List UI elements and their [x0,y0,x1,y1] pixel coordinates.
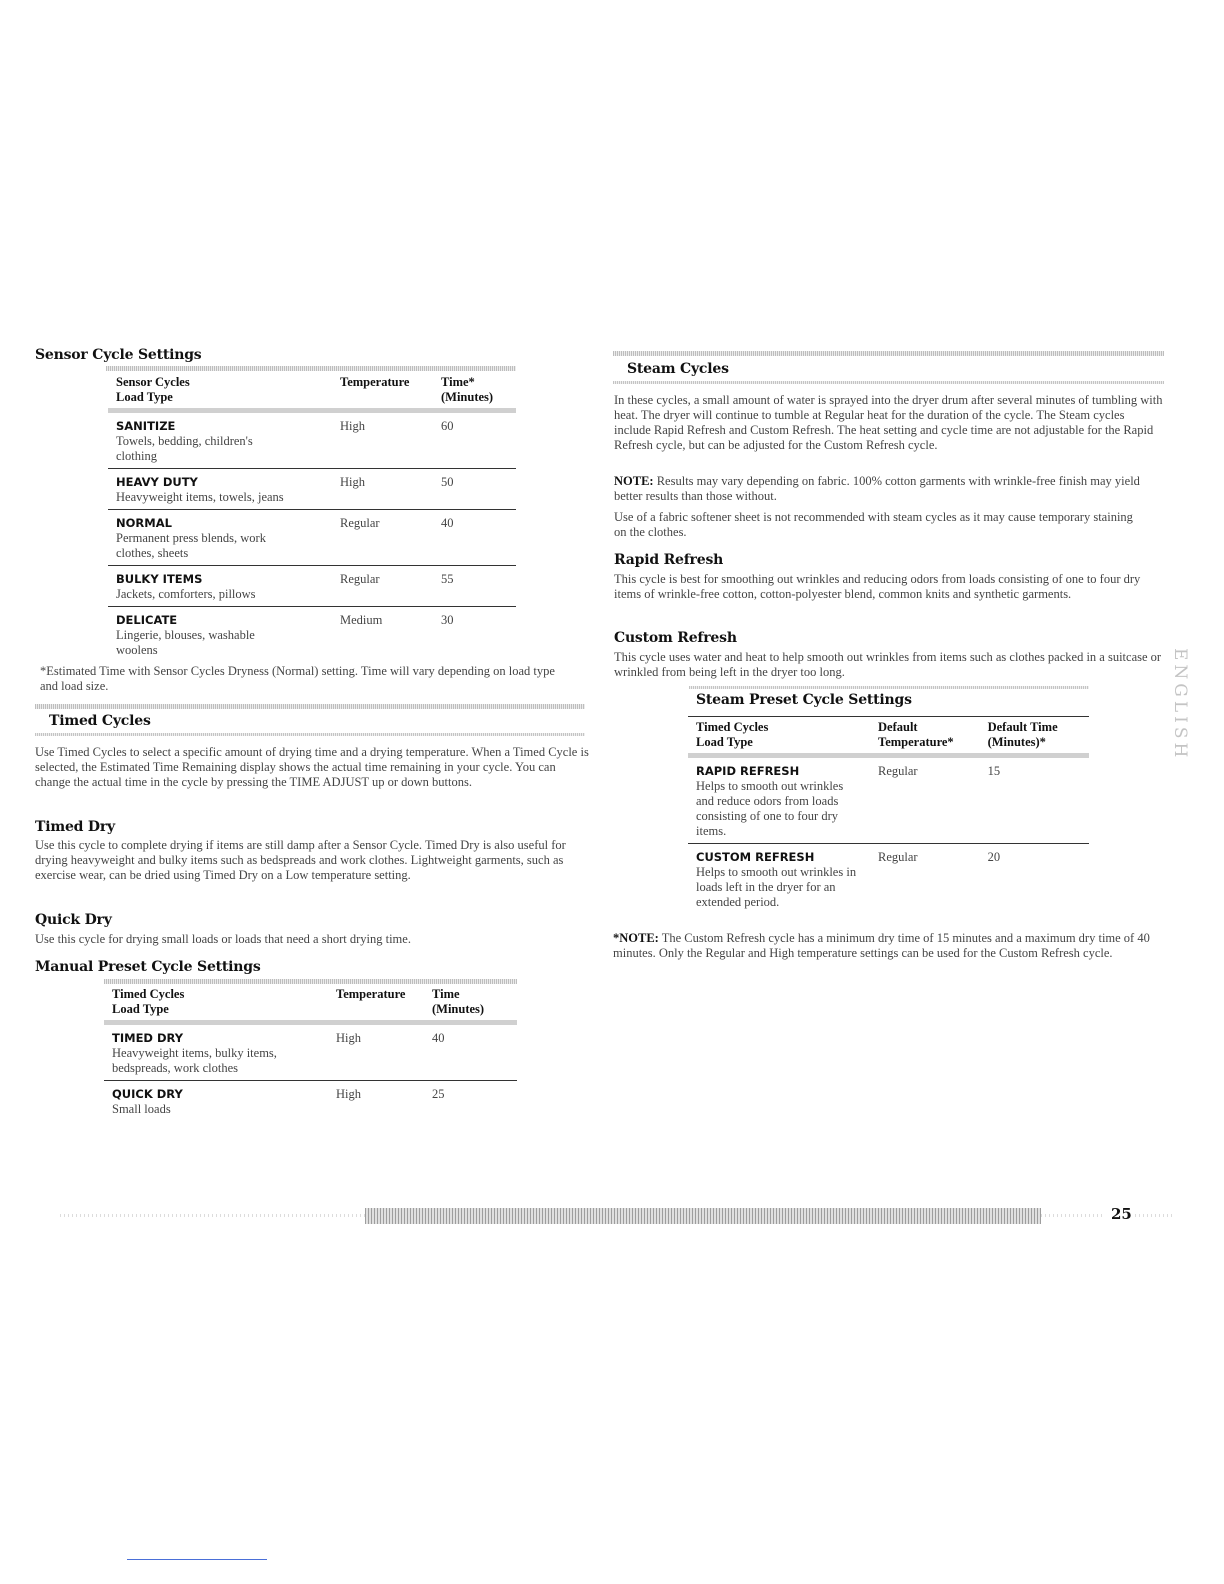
column-header-cycle: Timed Cycles Load Type [696,720,769,749]
table-row [688,844,1089,915]
table-row [688,756,1089,844]
steam-softener-note: Use of a fabric softener sheet is not recommended with steam cycles as it may cause temporary staining on the clothes. [614,510,1133,539]
footer-rule-right [1041,1214,1105,1217]
steam-preset-note: *NOTE: The Custom Refresh cycle has a minimum dry time of 15 minutes and a maximum dry time of 40 minutes. Only the Regular and High temperature settings can be used for the Custom Refresh cycle. [613,931,1150,960]
cycle-temperature: High [340,475,365,489]
table-row [108,566,516,607]
cycle-description: Towels, bedding, children's clothing [116,434,253,463]
table-row [108,411,516,469]
cycle-time: 60 [441,419,454,433]
quick-dry-heading: Quick Dry [35,912,112,928]
cycle-time: 20 [987,850,1001,864]
section-divider [689,686,1089,689]
cycle-name: RAPID REFRESH [696,764,800,778]
footer-bar [365,1208,1041,1224]
timed-dry-heading: Timed Dry [35,819,115,835]
manual-preset-heading: Manual Preset Cycle Settings [35,959,261,975]
column-header-temperature: Default Temperature* [878,720,954,749]
footer-rule-end [1135,1214,1175,1217]
timed-cycles-body: Use Timed Cycles to select a specific amount of drying time and a drying temperature. When a Timed Cycle is selected, the Estimated Time Remaining display shows the actual time remaining in your cycle. You can change the actual time in the cycle by pressing the TIME ADJUST up or down buttons. [35,745,589,789]
column-header-cycle: Timed Cycles Load Type [112,987,185,1016]
cycle-description: Small loads [112,1102,171,1116]
cycle-temperature: Regular [878,850,918,864]
column-header-time: Default Time (Minutes)* [987,720,1058,749]
custom-refresh-heading: Custom Refresh [614,630,737,646]
column-header-cycle: Sensor Cycles Load Type [116,375,190,404]
cycle-time: 25 [432,1087,445,1101]
table-header-row [688,717,1089,756]
steam-preset-table [688,716,1089,914]
cycle-name: CUSTOM REFRESH [696,850,815,864]
cycle-temperature: High [336,1031,361,1045]
cycle-time: 40 [441,516,454,530]
column-header-time: Time* (Minutes) [441,375,494,404]
steam-cycles-body: In these cycles, a small amount of water is sprayed into the dryer drum after several minutes of tumbling with heat. The dryer will continue to tumble at Regular heat for the duration of the cycle. The Steam cycles include Rapid Refresh and Custom Refresh. The heat setting and cycle time are not adjustable for the Rapid Refresh cycle, but can be adjusted for the Custom Refresh cycle. [614,393,1163,452]
cycle-temperature: Regular [878,764,918,778]
section-divider [35,704,585,709]
sensor-cycle-table [108,373,516,662]
cycle-description: Jackets, comforters, pillows [116,587,256,601]
cycle-temperature: Regular [340,516,380,530]
cycle-time: 15 [987,764,1001,778]
section-divider [106,366,516,371]
section-divider [35,733,585,736]
cycle-time: 55 [441,572,454,586]
rapid-refresh-heading: Rapid Refresh [614,552,724,568]
cycle-name: NORMAL [116,516,172,530]
column-header-time: Time (Minutes) [432,987,485,1016]
table-row [104,1081,517,1122]
cycle-temperature: Medium [340,613,383,627]
sensor-cycle-settings-heading: Sensor Cycle Settings [35,347,202,363]
steam-note: NOTE: Results may vary depending on fabric. 100% cotton garments with wrinkle-free finish may yield better results than those without. [614,474,1140,503]
cycle-description: Permanent press blends, work clothes, sheets [116,531,266,560]
section-divider [613,351,1164,356]
footer-rule-left [60,1214,365,1217]
cycle-description: Heavyweight items, towels, jeans [116,490,284,504]
column-header-temperature: Temperature [336,987,406,1001]
cycle-name: SANITIZE [116,419,176,433]
custom-refresh-body: This cycle uses water and heat to help smooth out wrinkles from items such as clothes packed in a suitcase or wrinkled from being left in the dryer too long. [614,650,1162,679]
cycle-temperature: High [340,419,365,433]
cycle-temperature: High [336,1087,361,1101]
steam-cycles-heading: Steam Cycles [627,361,729,377]
table-row [104,1023,517,1081]
cycle-name: QUICK DRY [112,1087,183,1101]
table-row [108,510,516,566]
table-row [108,469,516,510]
steam-preset-heading: Steam Preset Cycle Settings [696,692,912,708]
cycle-description: Heavyweight items, bulky items, bedspreads, work clothes [112,1046,277,1075]
cycle-name: TIMED DRY [112,1031,184,1045]
table-header-row [104,985,517,1023]
table-header-row [108,373,516,411]
page-number: 25 [1111,1205,1132,1223]
cycle-description: Helps to smooth out wrinkles and reduce odors from loads consisting of one to four dry items. [696,779,844,838]
section-divider [613,381,1164,384]
manual-preset-table [104,985,517,1121]
language-side-label: ENGLISH [1170,648,1190,762]
timed-dry-body: Use this cycle to complete drying if items are still damp after a Sensor Cycle. Timed Dry is also useful for drying heavyweight and bulky items such as bedspreads and work clothes. Lightweight garments, such as exercise wear, can be dried using Timed Dry on a Low temperature setting. [35,838,566,882]
cycle-time: 50 [441,475,454,489]
cycle-name: DELICATE [116,613,178,627]
rapid-refresh-body: This cycle is best for smoothing out wrinkles and reducing odors from loads consisting of one to four dry items of wrinkle-free cotton, cotton-polyester blend, common knits and synthetic garments. [614,572,1141,601]
section-divider [104,979,517,984]
quick-dry-body: Use this cycle for drying small loads or loads that need a short drying time. [35,932,411,946]
cycle-description: Lingerie, blouses, washable woolens [116,628,255,657]
timed-cycles-heading: Timed Cycles [49,713,151,729]
cycle-name: BULKY ITEMS [116,572,203,586]
cycle-description: Helps to smooth out wrinkles in loads left in the dryer for an extended period. [696,865,857,909]
cycle-time: 40 [432,1031,445,1045]
column-header-temperature: Temperature [340,375,410,389]
cycle-temperature: Regular [340,572,380,586]
cycle-time: 30 [441,613,454,627]
sensor-footnote: *Estimated Time with Sensor Cycles Dryness (Normal) setting. Time will vary depending on load type and load size. [40,664,555,693]
cycle-name: HEAVY DUTY [116,475,198,489]
table-row [108,607,516,663]
bottom-link-underline[interactable] [127,1559,267,1560]
